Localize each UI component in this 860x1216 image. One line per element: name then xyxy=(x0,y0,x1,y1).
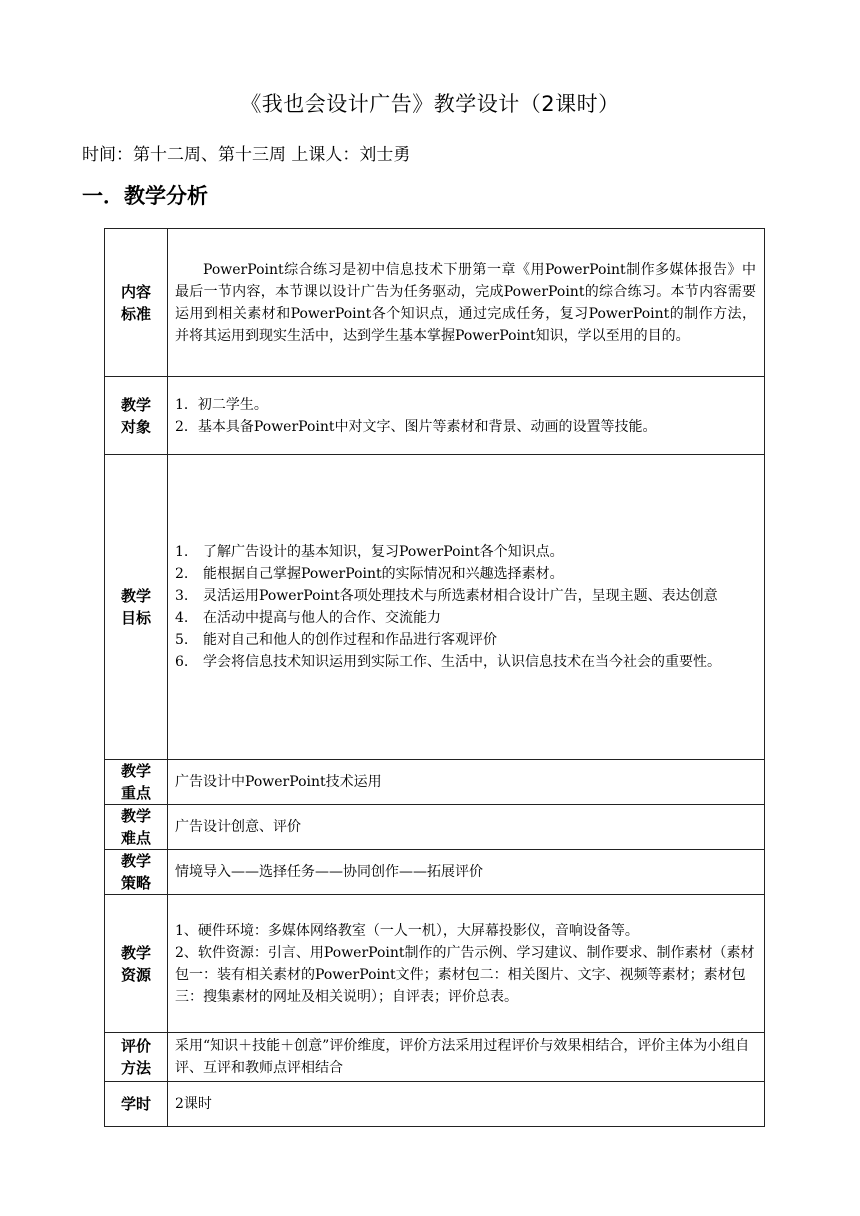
resources-line: 1、硬件环境：多媒体网络教室（一人一机），大屏幕投影仪，音响设备等。 xyxy=(175,922,639,939)
audience-line: 1．初二学生。 xyxy=(175,396,268,413)
list-item: 5. 能对自己和他人的创作过程和作品进行客观评价 xyxy=(175,632,497,648)
key-points-text: 广告设计中PowerPoint技术运用 xyxy=(175,774,382,790)
row-label: 学时 xyxy=(105,1082,168,1127)
row-content xyxy=(168,1082,765,1127)
row-objectives xyxy=(105,455,765,760)
row-difficulties xyxy=(105,805,765,850)
evaluation-text: 采用“知识＋技能＋创意”评价维度，评价方法采用过程评价与效果相结合，评价主体为小组自评、互评和教师点评相结合 xyxy=(175,1038,750,1076)
row-key-points xyxy=(105,760,765,805)
analysis-table xyxy=(104,228,765,1127)
row-label: 教学 资源 xyxy=(105,895,168,1033)
row-label: 教学 策略 xyxy=(105,850,168,895)
difficulties-text: 广告设计创意、评价 xyxy=(175,819,301,835)
row-content xyxy=(168,760,765,805)
row-label: 评价 方法 xyxy=(105,1033,168,1082)
row-content xyxy=(168,1033,765,1082)
row-content xyxy=(168,895,765,1033)
schedule-line: 时间：第十二周、第十三周 上课人：刘士勇 xyxy=(82,145,411,165)
row-label: 教学 难点 xyxy=(105,805,168,850)
resources-line: 2、软件资源：引言、用PowerPoint制作的广告示例、学习建议、制作要求、制作素材（素材包一：装有相关素材的PowerPoint文件；素材包二：相关图片、文字、视频等素材；素材包三：搜集素材的网址及相关说明）；自评表；评价总表。 xyxy=(175,944,755,1005)
row-label: 教学 目标 xyxy=(105,455,168,760)
row-content xyxy=(168,455,765,760)
list-item: 3. 灵活运用PowerPoint各项处理技术与所选素材相合设计广告，呈现主题、表达创意 xyxy=(175,588,718,604)
row-content xyxy=(168,377,765,455)
row-evaluation xyxy=(105,1033,765,1082)
row-hours xyxy=(105,1082,765,1127)
section-heading: 一．教学分析 xyxy=(82,184,208,208)
row-label: 内容 标准 xyxy=(105,229,168,377)
row-label: 教学 重点 xyxy=(105,760,168,805)
row-label: 教学 对象 xyxy=(105,377,168,455)
row-content xyxy=(168,229,765,377)
strategy-text: 情境导入——选择任务——协同创作——拓展评价 xyxy=(175,864,483,880)
row-content-standard xyxy=(105,229,765,377)
row-content xyxy=(168,850,765,895)
row-audience xyxy=(105,377,765,455)
list-item: 4. 在活动中提高与他人的合作、交流能力 xyxy=(175,610,441,626)
document-title: 《我也会设计广告》教学设计（2课时） xyxy=(240,92,620,116)
row-resources xyxy=(105,895,765,1033)
list-item: 6. 学会将信息技术知识运用到实际工作、生活中，认识信息技术在当今社会的重要性。 xyxy=(175,654,721,670)
row-strategy xyxy=(105,850,765,895)
objectives-list xyxy=(175,541,756,673)
list-item: 1. 了解广告设计的基本知识，复习PowerPoint各个知识点。 xyxy=(175,544,564,560)
list-item: 2. 能根据自己掌握PowerPoint的实际情况和兴趣选择素材。 xyxy=(175,566,564,582)
row-content xyxy=(168,805,765,850)
audience-line: 2．基本具备PowerPoint中对文字、图片等素材和背景、动画的设置等技能。 xyxy=(175,418,657,435)
content-standard-text: PowerPoint综合练习是初中信息技术下册第一章《用PowerPoint制作多媒体报告》中最后一节内容，本节课以设计广告为任务驱动，完成PowerPoint的综合练习。本节内容需要运用到相关素材和PowerPoint各个知识点，通过完成任务，复习PowerPoint的制作方法，并将其运用到现实生活中，达到学生基本掌握PowerPoint知识，学以至用的目的。 xyxy=(175,261,756,344)
hours-text: 2课时 xyxy=(175,1096,212,1112)
